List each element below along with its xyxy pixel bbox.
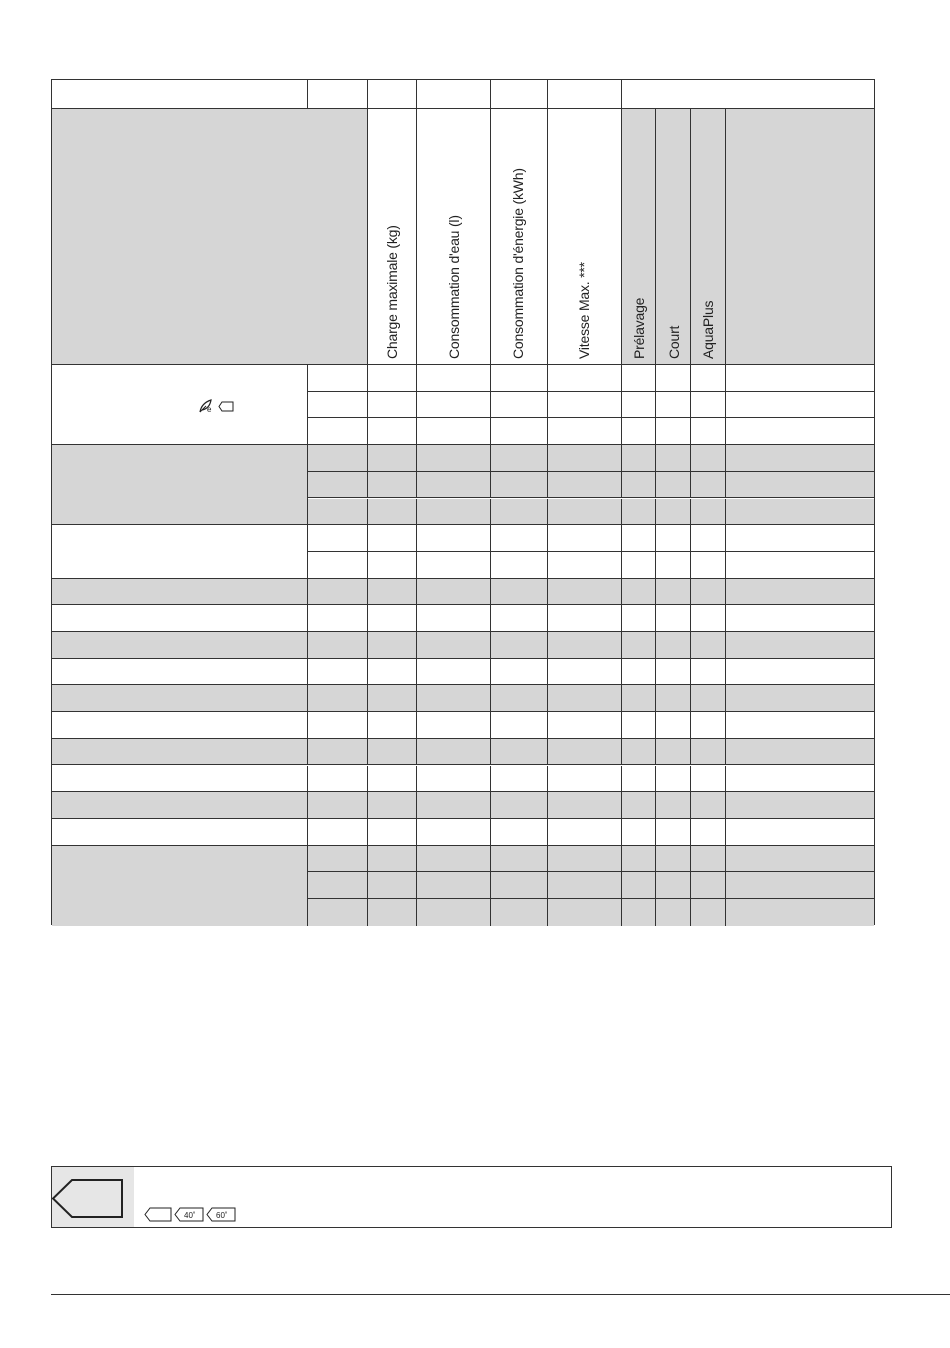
table-cell — [548, 632, 622, 659]
tag-60-text: 60˚ — [216, 1211, 228, 1220]
header-water-label: Consommation d'eau (l) — [446, 215, 462, 359]
table-cell — [308, 499, 368, 526]
table-cell — [548, 712, 622, 739]
table-cell — [308, 872, 368, 899]
table-cell — [656, 392, 691, 419]
table-cell — [491, 499, 548, 526]
table-cell — [622, 579, 656, 606]
label-tag-icon — [218, 401, 234, 412]
table-cell — [622, 819, 656, 846]
header-cell-grey — [52, 109, 368, 365]
table-cell — [622, 659, 656, 686]
table-cell — [308, 846, 368, 873]
table-cell — [726, 392, 874, 419]
table-cell — [368, 712, 417, 739]
table-cell — [691, 605, 726, 632]
programme-name-cell — [52, 739, 308, 766]
table-cell — [368, 632, 417, 659]
header-cell-blank-4 — [548, 80, 622, 109]
table-cell — [491, 552, 548, 579]
table-cell — [622, 685, 656, 712]
note-box — [51, 1166, 892, 1228]
table-cell — [548, 392, 622, 419]
table-cell — [308, 685, 368, 712]
table-cell — [656, 552, 691, 579]
table-cell — [726, 579, 874, 606]
table-cell — [308, 632, 368, 659]
table-cell — [308, 739, 368, 766]
table-cell — [726, 872, 874, 899]
header-cell-blank-2 — [417, 80, 491, 109]
table-cell — [491, 819, 548, 846]
table-cell — [691, 819, 726, 846]
table-cell — [726, 418, 874, 445]
table-cell — [622, 445, 656, 472]
table-cell — [691, 552, 726, 579]
table-cell — [656, 739, 691, 766]
table-cell — [656, 659, 691, 686]
table-cell — [548, 872, 622, 899]
table-cell — [726, 712, 874, 739]
table-cell — [622, 632, 656, 659]
table-cell — [491, 712, 548, 739]
table-cell — [622, 605, 656, 632]
table-cell — [491, 685, 548, 712]
table-cell — [368, 392, 417, 419]
label-tag-icon — [144, 1207, 172, 1222]
table-cell — [548, 365, 622, 392]
table-cell — [726, 365, 874, 392]
table-cell — [691, 872, 726, 899]
table-cell — [548, 846, 622, 873]
table-cell — [622, 872, 656, 899]
programme-name-cell — [52, 445, 308, 525]
table-cell — [308, 445, 368, 472]
table-cell — [622, 899, 656, 926]
table-cell — [656, 605, 691, 632]
table-cell — [417, 605, 491, 632]
table-cell — [308, 579, 368, 606]
table-cell — [548, 552, 622, 579]
programme-name-cell — [52, 605, 308, 632]
table-cell — [417, 766, 491, 793]
table-cell — [548, 605, 622, 632]
table-cell — [308, 365, 368, 392]
programme-name-cell — [52, 365, 308, 445]
table-cell — [548, 685, 622, 712]
table-cell — [622, 792, 656, 819]
table-cell — [622, 712, 656, 739]
table-cell — [656, 365, 691, 392]
table-cell — [691, 846, 726, 873]
table-cell — [548, 418, 622, 445]
table-cell — [417, 418, 491, 445]
table-cell — [368, 445, 417, 472]
table-cell — [656, 579, 691, 606]
programme-name-cell — [52, 792, 308, 819]
table-cell — [691, 659, 726, 686]
table-cell — [417, 525, 491, 552]
table-cell — [491, 579, 548, 606]
table-cell — [726, 659, 874, 686]
table-cell — [308, 392, 368, 419]
table-cell — [491, 659, 548, 686]
table-cell — [726, 739, 874, 766]
programme-name-cell — [52, 819, 308, 846]
header-short — [656, 109, 691, 365]
header-speed-label: Vitesse Max. *** — [576, 262, 592, 359]
table-cell — [368, 739, 417, 766]
table-cell — [548, 766, 622, 793]
label-tag-40-icon — [174, 1207, 204, 1222]
table-cell — [491, 739, 548, 766]
header-aquaplus — [691, 109, 726, 365]
table-cell — [308, 418, 368, 445]
table-cell — [656, 525, 691, 552]
table-cell — [308, 525, 368, 552]
table-cell — [691, 766, 726, 793]
header-cell-blank-1 — [368, 80, 417, 109]
header-prewash-label: Prélavage — [631, 297, 647, 359]
table-cell — [368, 525, 417, 552]
table-cell — [368, 766, 417, 793]
table-cell — [491, 792, 548, 819]
programme-name-cell — [52, 632, 308, 659]
table-cell — [656, 472, 691, 499]
programme-name-cell — [52, 846, 308, 926]
table-cell — [691, 899, 726, 926]
table-cell — [368, 659, 417, 686]
table-cell — [368, 899, 417, 926]
table-cell — [726, 632, 874, 659]
table-cell — [656, 819, 691, 846]
table-cell — [308, 605, 368, 632]
header-cell-extra — [726, 109, 874, 365]
table-cell — [548, 579, 622, 606]
table-cell — [368, 792, 417, 819]
table-cell — [691, 472, 726, 499]
table-cell — [308, 899, 368, 926]
table-cell — [691, 499, 726, 526]
table-cell — [726, 499, 874, 526]
table-cell — [491, 445, 548, 472]
table-cell — [548, 899, 622, 926]
table-cell — [368, 418, 417, 445]
table-cell — [417, 819, 491, 846]
programme-name-cell — [52, 525, 308, 578]
table-cell — [656, 792, 691, 819]
table-cell — [417, 712, 491, 739]
table-cell — [726, 605, 874, 632]
eco-leaf-icon — [198, 398, 216, 414]
table-cell — [656, 846, 691, 873]
header-cell-blank-3 — [491, 80, 548, 109]
svg-text:e: e — [207, 405, 212, 414]
table-cell — [308, 552, 368, 579]
label-tag-60-icon — [206, 1207, 236, 1222]
header-water — [417, 109, 491, 365]
table-cell — [548, 445, 622, 472]
table-cell — [368, 499, 417, 526]
table-cell — [548, 659, 622, 686]
table-cell — [622, 846, 656, 873]
table-cell — [691, 445, 726, 472]
table-cell — [368, 605, 417, 632]
table-cell — [308, 792, 368, 819]
header-aquaplus-label: AquaPlus — [700, 300, 716, 359]
table-cell — [622, 525, 656, 552]
table-cell — [417, 632, 491, 659]
label-tag-large-icon — [52, 1179, 126, 1219]
programme-table — [51, 79, 875, 925]
header-speed — [548, 109, 622, 365]
table-cell — [308, 659, 368, 686]
table-cell — [491, 846, 548, 873]
table-cell — [417, 659, 491, 686]
table-cell — [417, 499, 491, 526]
table-cell — [656, 712, 691, 739]
table-cell — [417, 392, 491, 419]
table-cell — [417, 472, 491, 499]
table-cell — [417, 792, 491, 819]
table-cell — [726, 766, 874, 793]
table-cell — [622, 472, 656, 499]
table-cell — [491, 899, 548, 926]
table-cell — [691, 712, 726, 739]
table-cell — [548, 472, 622, 499]
table-cell — [656, 899, 691, 926]
table-cell — [548, 819, 622, 846]
table-cell — [691, 418, 726, 445]
table-cell — [368, 579, 417, 606]
table-cell — [491, 418, 548, 445]
table-cell — [691, 632, 726, 659]
table-cell — [656, 632, 691, 659]
table-cell — [548, 525, 622, 552]
table-cell — [368, 872, 417, 899]
table-cell — [417, 445, 491, 472]
table-cell — [491, 392, 548, 419]
header-cell-programme — [52, 80, 308, 109]
table-cell — [308, 819, 368, 846]
table-cell — [417, 365, 491, 392]
header-short-label: Court — [666, 325, 682, 359]
table-cell — [726, 685, 874, 712]
table-cell — [491, 766, 548, 793]
table-cell — [308, 472, 368, 499]
table-cell — [622, 418, 656, 445]
table-cell — [726, 899, 874, 926]
table-cell — [368, 819, 417, 846]
header-cell-options — [622, 80, 874, 109]
table-cell — [691, 792, 726, 819]
table-cell — [726, 819, 874, 846]
table-cell — [656, 872, 691, 899]
header-cell-temp — [308, 80, 368, 109]
table-cell — [368, 685, 417, 712]
table-cell — [691, 525, 726, 552]
table-cell — [726, 445, 874, 472]
table-cell — [548, 739, 622, 766]
table-cell — [491, 472, 548, 499]
table-cell — [726, 552, 874, 579]
table-cell — [491, 632, 548, 659]
programme-name-cell — [52, 766, 308, 793]
table-cell — [691, 685, 726, 712]
table-cell — [417, 579, 491, 606]
table-cell — [656, 766, 691, 793]
table-cell — [691, 579, 726, 606]
table-cell — [691, 392, 726, 419]
table-cell — [417, 899, 491, 926]
table-cell — [622, 766, 656, 793]
programme-name-cell — [52, 659, 308, 686]
table-cell — [726, 472, 874, 499]
header-energy-label: Consommation d'énergie (kWh) — [510, 168, 526, 359]
table-cell — [656, 499, 691, 526]
table-cell — [691, 739, 726, 766]
tag-40-text: 40˚ — [184, 1211, 196, 1220]
table-cell — [491, 872, 548, 899]
table-cell — [368, 365, 417, 392]
table-cell — [417, 872, 491, 899]
table-cell — [548, 792, 622, 819]
note-icon-panel — [52, 1167, 134, 1227]
table-cell — [656, 418, 691, 445]
programme-name-cell — [52, 685, 308, 712]
table-cell — [548, 499, 622, 526]
table-cell — [726, 792, 874, 819]
header-energy — [491, 109, 548, 365]
table-cell — [417, 685, 491, 712]
table-cell — [622, 499, 656, 526]
table-cell — [691, 365, 726, 392]
table-cell — [622, 552, 656, 579]
table-cell — [726, 525, 874, 552]
table-cell — [491, 525, 548, 552]
programme-name-cell — [52, 579, 308, 606]
table-cell — [726, 846, 874, 873]
footer-divider — [51, 1294, 950, 1295]
table-cell — [622, 739, 656, 766]
table-cell — [491, 365, 548, 392]
table-cell — [368, 552, 417, 579]
table-cell — [368, 472, 417, 499]
table-cell — [622, 392, 656, 419]
header-prewash — [622, 109, 656, 365]
header-charge — [368, 109, 417, 365]
table-cell — [308, 712, 368, 739]
table-cell — [368, 846, 417, 873]
table-cell — [417, 846, 491, 873]
header-charge-label: Charge maximale (kg) — [384, 225, 400, 359]
programme-name-cell — [52, 712, 308, 739]
table-cell — [622, 365, 656, 392]
table-cell — [308, 766, 368, 793]
table-cell — [656, 685, 691, 712]
table-cell — [417, 739, 491, 766]
table-cell — [417, 552, 491, 579]
table-cell — [656, 445, 691, 472]
table-cell — [491, 605, 548, 632]
